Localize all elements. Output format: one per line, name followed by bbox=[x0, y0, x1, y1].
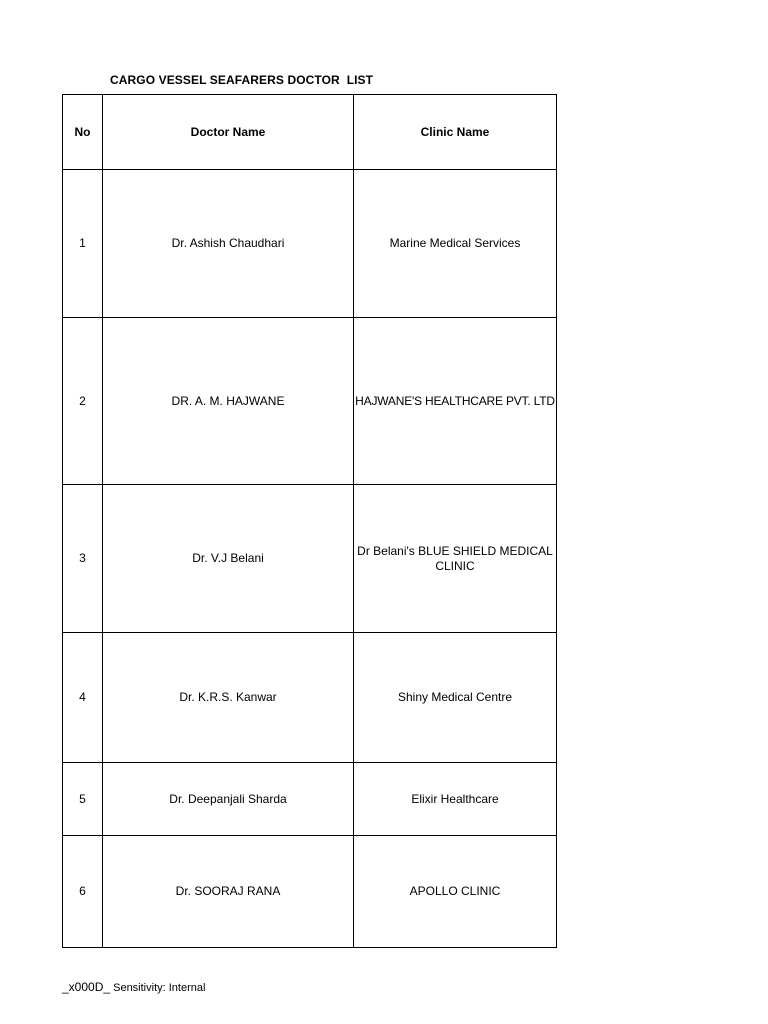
doctor-name: Dr. Deepanjali Sharda bbox=[103, 763, 354, 836]
header-doctor-name: Doctor Name bbox=[103, 95, 354, 170]
clinic-name: Elixir Healthcare bbox=[354, 763, 557, 836]
row-number: 4 bbox=[63, 633, 103, 763]
doctor-name: Dr. SOORAJ RANA bbox=[103, 836, 354, 948]
row-number: 1 bbox=[63, 170, 103, 318]
header-no: No bbox=[63, 95, 103, 170]
clinic-name: Marine Medical Services bbox=[354, 170, 557, 318]
doctor-name: DR. A. M. HAJWANE bbox=[103, 318, 354, 485]
row-number: 5 bbox=[63, 763, 103, 836]
table-row bbox=[63, 170, 557, 318]
table-row bbox=[63, 318, 557, 485]
table-row bbox=[63, 633, 557, 763]
table-header-row bbox=[63, 95, 557, 170]
clinic-name: Shiny Medical Centre bbox=[354, 633, 557, 763]
row-number: 6 bbox=[63, 836, 103, 948]
footer bbox=[62, 980, 205, 994]
table-row bbox=[63, 763, 557, 836]
table-row bbox=[63, 485, 557, 633]
doctor-name: Dr. V.J Belani bbox=[103, 485, 354, 633]
doctor-name: Dr. K.R.S. Kanwar bbox=[103, 633, 354, 763]
clinic-name: HAJWANE'S HEALTHCARE PVT. LTD bbox=[354, 318, 557, 485]
header-clinic-name: Clinic Name bbox=[354, 95, 557, 170]
table-row bbox=[63, 836, 557, 948]
doctor-name: Dr. Ashish Chaudhari bbox=[103, 170, 354, 318]
row-number: 3 bbox=[63, 485, 103, 633]
clinic-name: Dr Belani's BLUE SHIELD MEDICAL CLINIC bbox=[354, 485, 557, 633]
sensitivity-label: Sensitivity: Internal bbox=[113, 982, 206, 994]
document-title: CARGO VESSEL SEAFARERS DOCTOR LIST bbox=[110, 73, 374, 87]
doctor-list-table bbox=[62, 94, 557, 948]
footer-code: _x000D_ bbox=[62, 980, 111, 994]
clinic-name: APOLLO CLINIC bbox=[354, 836, 557, 948]
row-number: 2 bbox=[63, 318, 103, 485]
